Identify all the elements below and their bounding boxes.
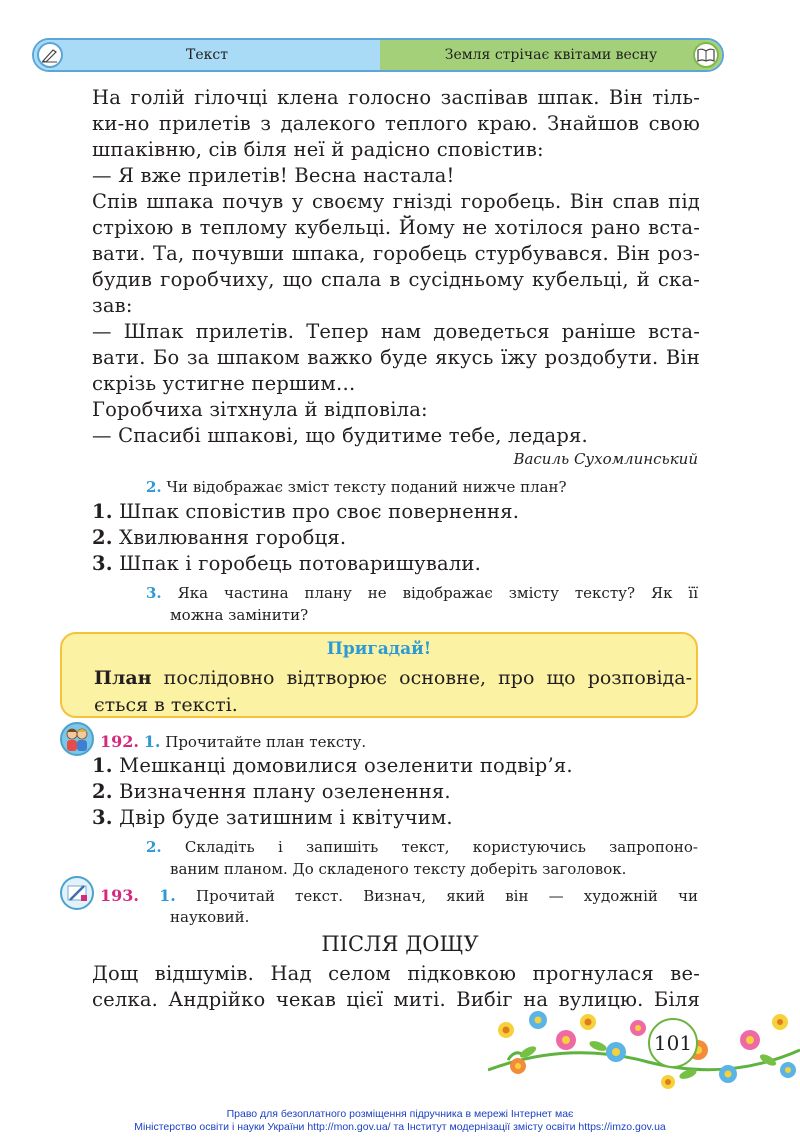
pen-icon bbox=[37, 42, 63, 68]
header-chapter-title: Земля стрічає квітами весну bbox=[444, 47, 658, 63]
plan-item bbox=[92, 806, 453, 829]
footer-line: Право для безоплатного розміщення підручника в мережі Інтернет має bbox=[226, 1108, 574, 1120]
task-text: Прочитай текст. Визнач, який він — художній чи bbox=[196, 887, 698, 905]
story-line: ки-но прилетів з далекого теплого краю. Знайшов свою bbox=[92, 112, 700, 135]
header-right-segment bbox=[380, 40, 722, 70]
plan-item-number: 1. bbox=[92, 754, 113, 777]
plan-item-text: Шпак сповістив про своє повернення. bbox=[119, 500, 520, 523]
plan-item-text: Двір буде затишним і квітучим. bbox=[119, 806, 453, 829]
exercise-192-task-2-continued: ваним планом. До складеного тексту доберіть заголовок. bbox=[170, 860, 627, 878]
task-number: 3. bbox=[146, 584, 162, 602]
story-line: будив горобчиху, що спала в сусідньому кубельці, й ска- bbox=[92, 268, 700, 291]
story-line: селка. Андрійко чекав цієї миті. Вибіг на вулицю. Біля bbox=[92, 988, 700, 1011]
plan-item bbox=[92, 754, 573, 777]
plan-item bbox=[92, 526, 346, 549]
remember-box bbox=[60, 632, 698, 718]
footer-line: Міністерство освіти і науки України http://mon.gov.ua/ та Інститут модернізації змісту освіти https://imzo.gov.ua bbox=[134, 1121, 666, 1133]
task-3-continued: можна замінити? bbox=[170, 606, 309, 624]
story-line: На голій гілочці клена голосно заспівав шпак. Він тіль- bbox=[92, 86, 700, 109]
plan-item-text: Шпак і горобець потоваришували. bbox=[119, 552, 482, 575]
exercise-192-task-2 bbox=[146, 838, 698, 856]
story-line: Горобчиха зітхнула й відповіла: bbox=[92, 398, 428, 421]
story-line: вати. Бо за шпаком важко буде якусь їжу роздобути. Він bbox=[92, 346, 700, 369]
story-line: шпаківню, сів біля неї й радісно сповістив: bbox=[92, 138, 544, 161]
page-number: 101 bbox=[648, 1018, 698, 1068]
header-section-title: Текст bbox=[186, 47, 228, 63]
remember-definition: послідовно відтворює основне, про що розповіда- bbox=[151, 667, 692, 689]
plan-item bbox=[92, 500, 519, 523]
story-line: зав: bbox=[92, 294, 133, 317]
remember-title: Пригадай! bbox=[326, 639, 432, 659]
remember-text bbox=[94, 667, 692, 689]
plan-item-number: 1. bbox=[92, 500, 113, 523]
children-icon bbox=[60, 722, 94, 756]
exercise-192-task-1 bbox=[100, 732, 366, 751]
task-text: Прочитайте план тексту. bbox=[165, 733, 367, 751]
header-left-segment bbox=[34, 40, 380, 70]
story-line: Дощ відшумів. Над селом підковкою прогнулася ве- bbox=[92, 962, 700, 985]
plan-item-text: Визначення плану озеленення. bbox=[119, 780, 451, 803]
story-line: Спів шпака почув у своєму гнізді горобець. Він спав під bbox=[92, 190, 700, 213]
exercise-193-task-1 bbox=[100, 886, 698, 905]
plan-item-text: Хвилювання горобця. bbox=[119, 526, 347, 549]
task-number: 1. bbox=[143, 732, 161, 751]
task-3 bbox=[146, 584, 698, 602]
flower-garland bbox=[488, 1011, 800, 1089]
task-text: Чи відображає зміст тексту поданий нижче план? bbox=[166, 478, 567, 496]
exercise-number: 193. bbox=[100, 886, 139, 905]
exercise-193-task-1-continued: науковий. bbox=[170, 908, 250, 926]
writing-icon bbox=[60, 876, 94, 910]
author-signature: Василь Сухомлинський bbox=[513, 450, 698, 468]
plan-item-number: 3. bbox=[92, 552, 113, 575]
story-line: вати. Та, почувши шпака, горобець стурбувався. Він роз- bbox=[92, 242, 700, 265]
plan-item-number: 2. bbox=[92, 780, 113, 803]
plan-item bbox=[92, 552, 481, 575]
task-number: 2. bbox=[146, 478, 162, 496]
task-text: Яка частина плану не відображає змісту тексту? Як її bbox=[177, 584, 698, 602]
remember-term: План bbox=[94, 667, 152, 689]
plan-item-number: 2. bbox=[92, 526, 113, 549]
plan-item-number: 3. bbox=[92, 806, 113, 829]
flowers-decoration bbox=[488, 1000, 800, 1090]
page-header bbox=[32, 38, 724, 72]
book-icon bbox=[693, 42, 719, 68]
task-number: 2. bbox=[146, 838, 162, 856]
remember-text-continued: ється в тексті. bbox=[94, 694, 238, 716]
story-title: ПІСЛЯ ДОЩУ bbox=[321, 932, 479, 956]
story-line: — Я вже прилетів! Весна настала! bbox=[92, 164, 455, 187]
story-line: стріхою в теплому кубельці. Йому не хотілося рано вста- bbox=[92, 216, 700, 239]
story-line: — Спасибі шпакові, що будитиме тебе, ледаря. bbox=[92, 424, 588, 447]
story-line: — Шпак прилетів. Тепер нам доведеться раніше вста- bbox=[92, 320, 700, 343]
task-text: Складіть і запишіть текст, користуючись запропоно- bbox=[184, 838, 698, 856]
story-line: скрізь устигне першим… bbox=[92, 372, 356, 395]
plan-item-text: Мешканці домовилися озеленити подвір’я. bbox=[119, 754, 573, 777]
plan-item bbox=[92, 780, 451, 803]
task-number: 1. bbox=[159, 886, 176, 905]
task-2 bbox=[146, 478, 567, 496]
exercise-number: 192. bbox=[100, 732, 139, 751]
